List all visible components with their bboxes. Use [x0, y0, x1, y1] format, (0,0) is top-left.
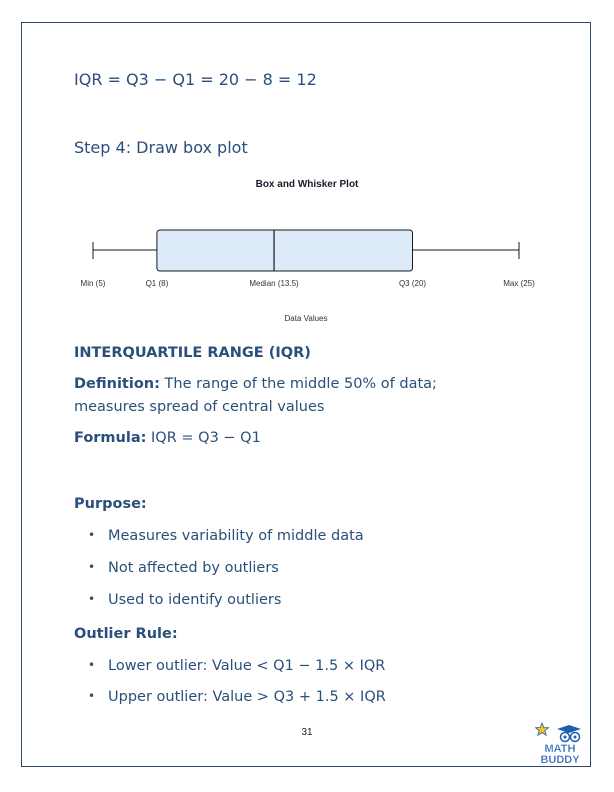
tick-label-q3: Q3 (20)	[398, 279, 427, 288]
formula-text: IQR = Q3 − Q1	[146, 430, 261, 446]
tick-label-median: Median (13.5)	[249, 279, 299, 288]
definition-text: The range of the middle 50% of data;	[159, 376, 437, 392]
list-item	[88, 528, 364, 544]
page-number: 31	[301, 727, 313, 738]
list-item	[88, 689, 386, 705]
chart-title: Box and Whisker Plot	[255, 179, 359, 190]
outlier-heading: Outlier Rule:	[74, 626, 178, 642]
list-item-text: Used to identify outliers	[108, 592, 282, 608]
definition-line-1	[74, 376, 437, 392]
formula-label: Formula:	[74, 430, 147, 446]
list-item	[88, 658, 385, 674]
list-item	[88, 592, 281, 608]
list-item-text: Measures variability of middle data	[108, 528, 364, 544]
bullet-icon: •	[88, 528, 96, 542]
logo-word-math: MATH	[544, 743, 576, 755]
bullet-icon: •	[88, 592, 96, 606]
math-buddy-logo	[535, 720, 585, 764]
box-plot-chart	[0, 0, 614, 340]
tick-label-q1: Q1 (8)	[145, 279, 169, 288]
formula-line	[74, 430, 261, 446]
step-heading: Step 4: Draw box plot	[74, 138, 248, 157]
tick-label-max: Max (25)	[503, 279, 535, 288]
definition-label: Definition:	[74, 376, 160, 392]
list-item	[88, 560, 279, 576]
x-axis-label: Data Values	[284, 314, 328, 323]
purpose-heading: Purpose:	[74, 496, 147, 512]
definition-line-2: measures spread of central values	[74, 399, 325, 415]
section-heading: INTERQUARTILE RANGE (IQR)	[74, 345, 311, 361]
bullet-icon: •	[88, 658, 96, 672]
bullet-icon: •	[88, 560, 96, 574]
tick-label-min: Min (5)	[80, 279, 106, 288]
iqr-box	[157, 230, 413, 271]
iqr-equation: IQR = Q3 − Q1 = 20 − 8 = 12	[74, 70, 317, 89]
star-icon	[536, 723, 549, 735]
list-item-text: Not affected by outliers	[108, 560, 279, 576]
list-item-text: Upper outlier: Value > Q3 + 1.5 × IQR	[108, 689, 386, 705]
logo-word-buddy: BUDDY	[540, 754, 580, 764]
owl-icon	[557, 725, 581, 742]
bullet-icon: •	[88, 689, 96, 703]
list-item-text: Lower outlier: Value < Q1 − 1.5 × IQR	[108, 658, 386, 674]
